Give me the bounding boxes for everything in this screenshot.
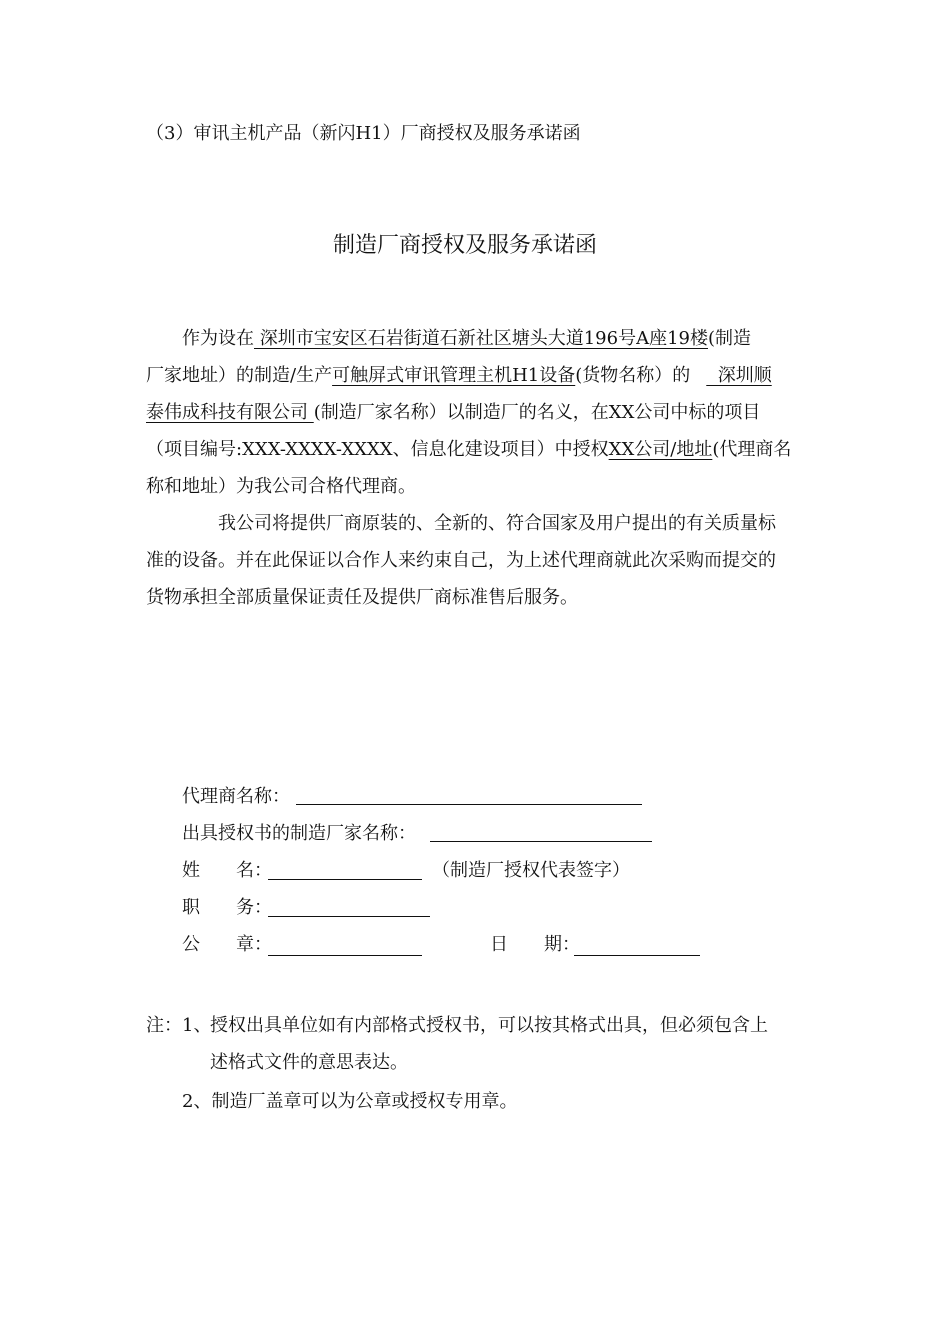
signer-name-blank[interactable] xyxy=(268,879,422,880)
date-label: 日 期： xyxy=(490,934,580,955)
para1-text: (制造 xyxy=(707,328,752,349)
signature-hint: （制造厂授权代表签字） xyxy=(432,860,630,881)
para1-line4 xyxy=(146,438,791,462)
manufacturer-name-part2: 泰伟成科技有限公司 xyxy=(146,402,314,423)
para2-line3: 货物承担全部质量保证责任及提供厂商标准售后服务。 xyxy=(146,587,578,608)
para1-text: (货物名称）的 xyxy=(575,365,691,386)
manufacturer-address: 深圳市宝安区石岩街道石新社区塘头大道196号A座19楼 xyxy=(254,328,708,349)
seal-label: 公 章： xyxy=(182,934,272,955)
goods-name: 可触屏式审讯管理主机H1设备 xyxy=(332,365,576,386)
note1-prefix: 注：1、 xyxy=(146,1015,212,1036)
document-title: 制造厂商授权及服务承诺函 xyxy=(333,233,598,258)
para2-line2: 准的设备。并在此保证以合作人来约束自己，为上述代理商就此次采购而提交的 xyxy=(146,550,776,571)
para1-line5: 称和地址）为我公司合格代理商。 xyxy=(146,476,416,497)
date-blank[interactable] xyxy=(574,955,700,956)
agent-name-address: XX公司/地址 xyxy=(608,439,713,460)
para2-line1: 我公司将提供厂商原装的、全新的、符合国家及用户提出的有关质量标 xyxy=(218,513,776,534)
agent-name-label: 代理商名称： xyxy=(182,786,290,807)
signer-name-label: 姓 名： xyxy=(182,860,272,881)
para1-line1 xyxy=(182,327,751,351)
note1-line2: 述格式文件的意思表达。 xyxy=(210,1052,408,1073)
position-label: 职 务： xyxy=(182,897,272,918)
note1-line1: 授权出具单位如有内部格式授权书，可以按其格式出具，但必须包含上 xyxy=(210,1015,768,1036)
manufacturer-name-part1: 深圳顺 xyxy=(706,365,772,386)
manufacturer-name-blank[interactable] xyxy=(430,841,652,842)
para1-text: （项目编号:XXX-XXXX-XXXX、信息化建设项目）中授权 xyxy=(146,439,609,460)
manufacturer-name-label: 出具授权书的制造厂家名称： xyxy=(182,823,416,844)
note2: 2、制造厂盖章可以为公章或授权专用章。 xyxy=(182,1091,518,1112)
para1-text: (制造厂家名称）以制造厂的名义，在XX公司中标的项目 xyxy=(313,402,761,423)
position-blank[interactable] xyxy=(268,916,430,917)
agent-name-blank[interactable] xyxy=(296,804,642,805)
para1-text: (代理商名 xyxy=(712,439,792,460)
seal-blank[interactable] xyxy=(268,955,422,956)
para1-line3 xyxy=(146,401,760,425)
para1-text: 作为设在 xyxy=(182,328,254,349)
para1-text: 厂家地址）的制造/生产 xyxy=(146,365,333,386)
section-heading: （3）审讯主机产品（新闪H1）厂商授权及服务承诺函 xyxy=(146,123,581,144)
para1-line2 xyxy=(146,364,772,388)
